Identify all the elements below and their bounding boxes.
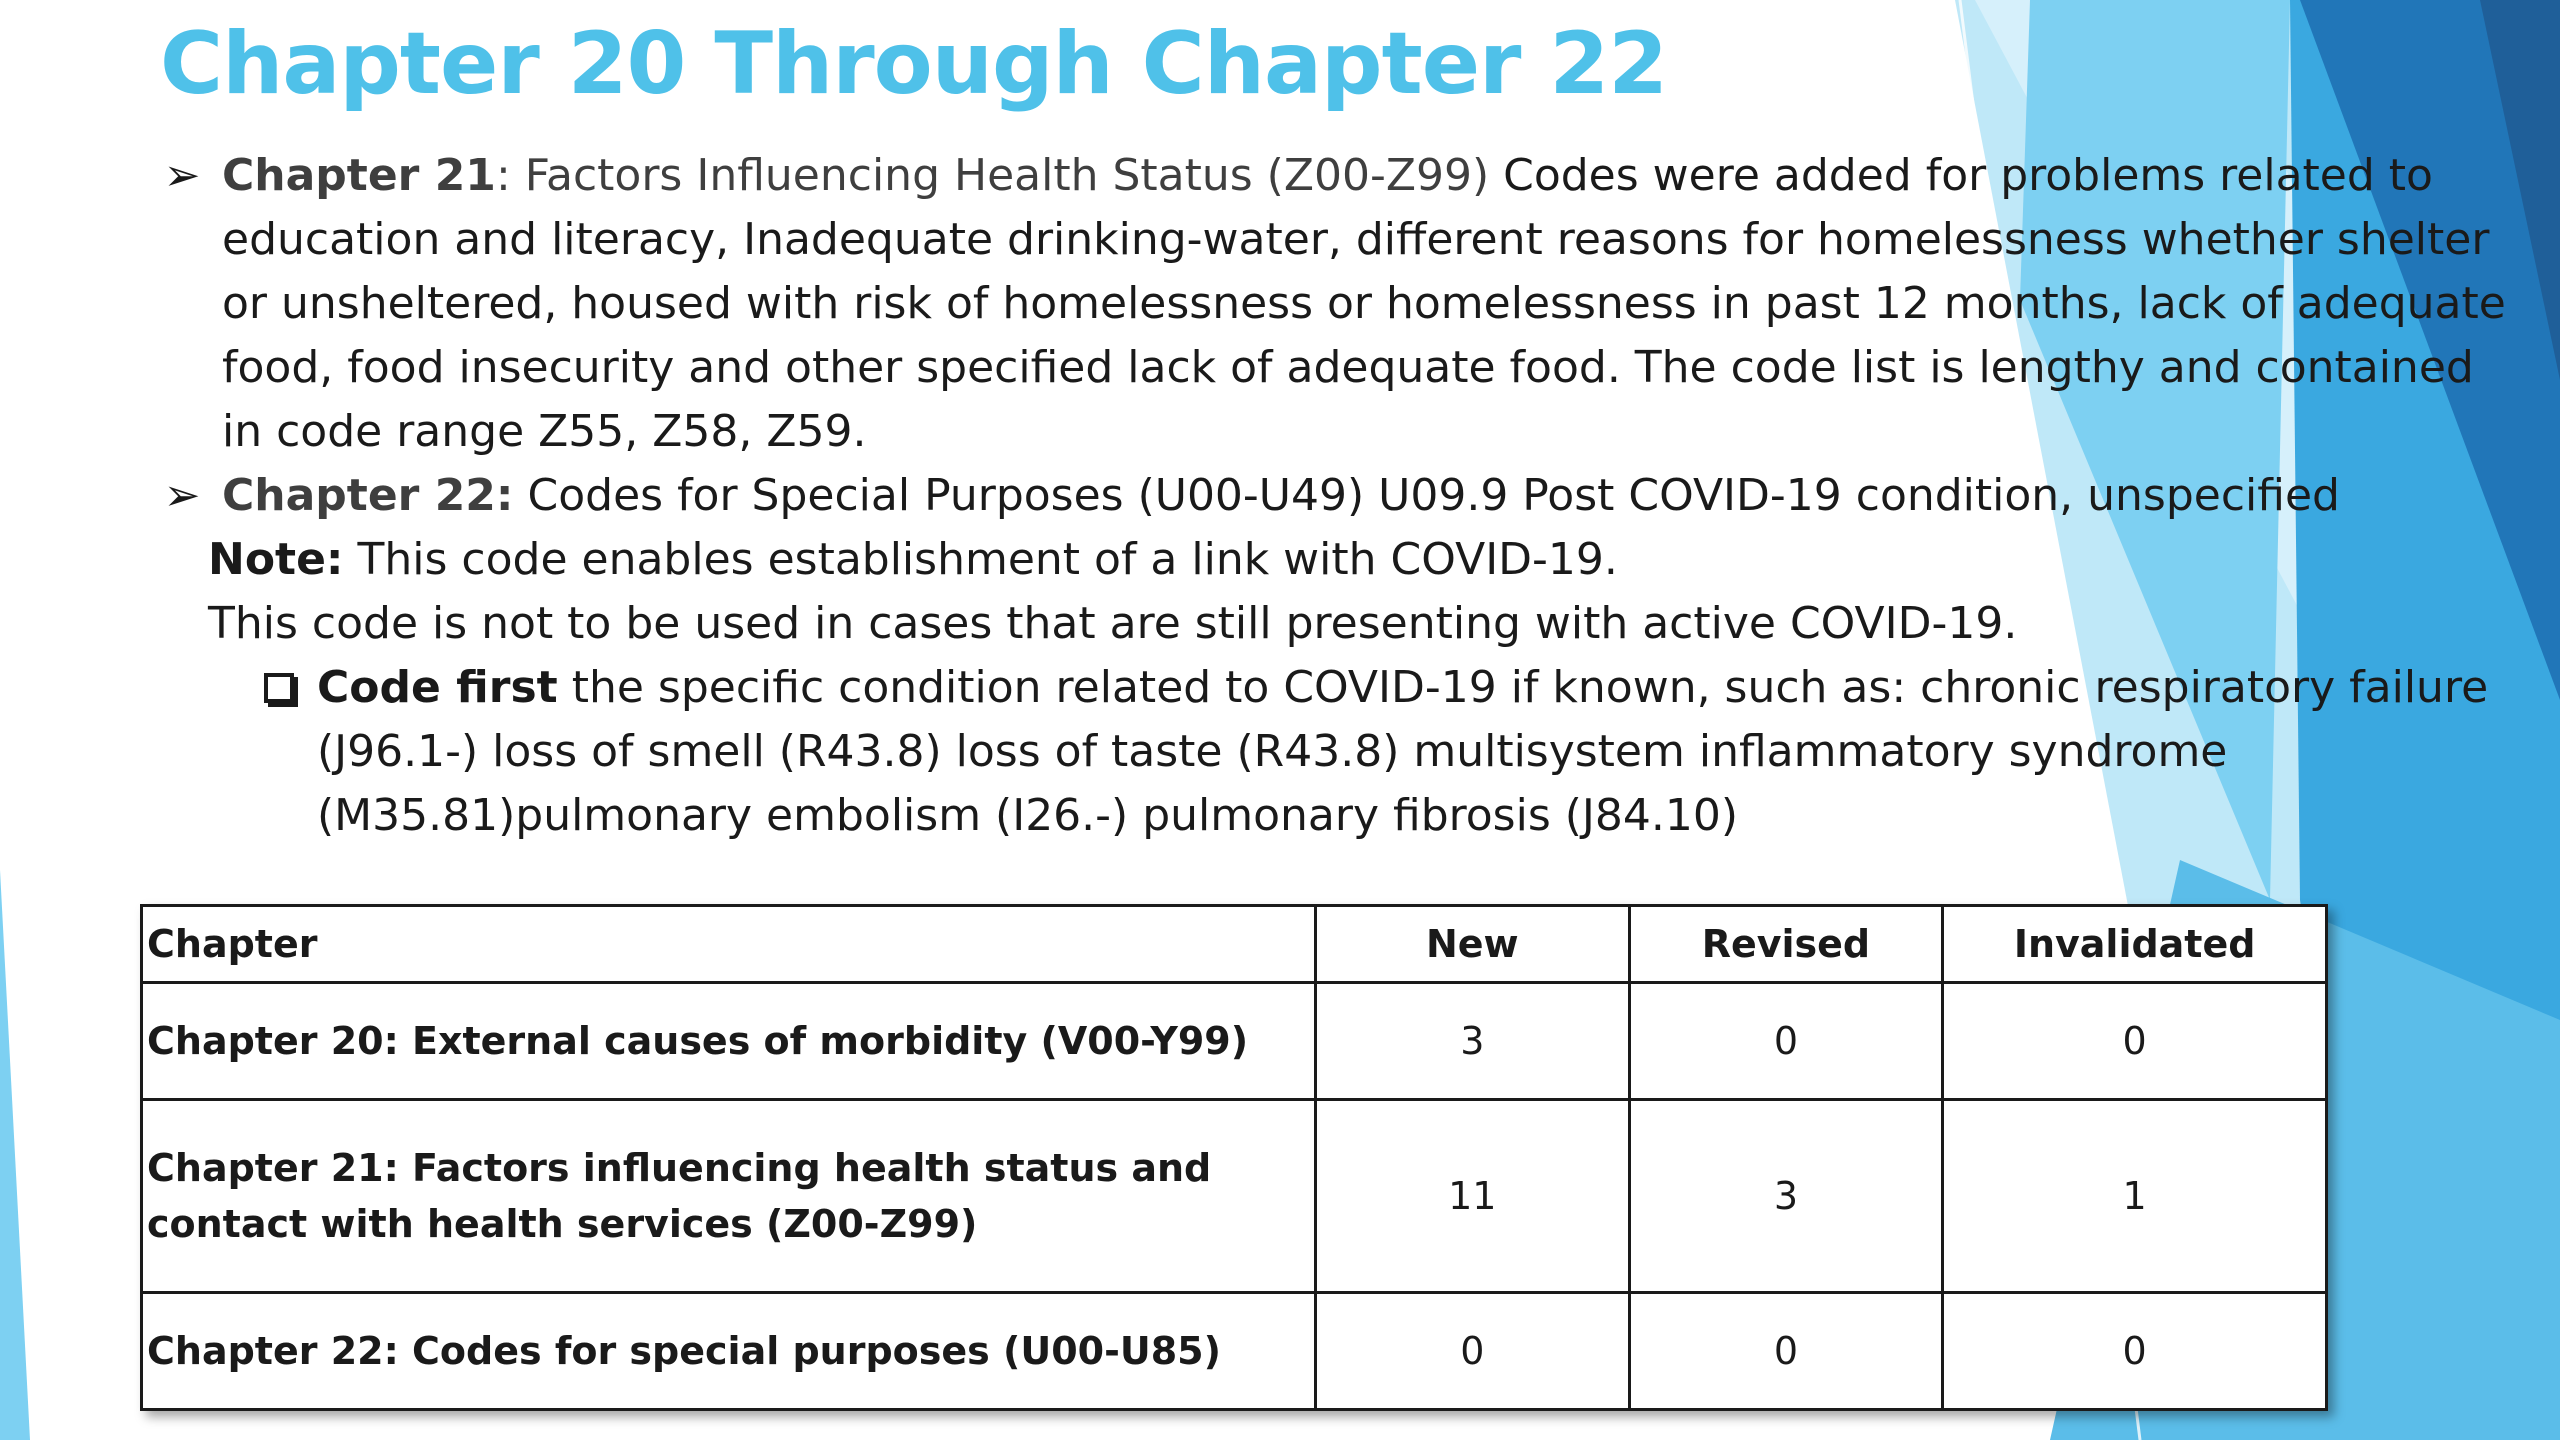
arrow-bullet-icon: ➢ [163, 470, 201, 521]
header-invalidated: Invalidated [1943, 906, 2327, 983]
note-body: This code enables establishment of a link with COVID-19. [343, 534, 1618, 585]
row-revised: 0 [1629, 983, 1943, 1100]
chapter21-topic: : Factors Influencing Health Status (Z00-Z99) [495, 150, 1490, 201]
arrow-bullet-icon: ➢ [163, 150, 201, 201]
chapter21-label: Chapter 21 [222, 150, 496, 201]
table-row [142, 1293, 2327, 1410]
row-invalidated: 0 [1943, 983, 2327, 1100]
row-invalidated: 0 [1943, 1293, 2327, 1410]
table-row [142, 983, 2327, 1100]
row-new: 0 [1316, 1293, 1630, 1410]
row-chapter: Chapter 21: Factors influencing health status and contact with health services (Z00-Z99) [142, 1100, 1316, 1293]
header-chapter: Chapter [142, 906, 1316, 983]
bullet-chapter21 [160, 144, 2520, 464]
slide-title: Chapter 20 Through Chapter 22 [160, 14, 1668, 114]
note-label: Note: [208, 534, 344, 585]
chapter21-body: Codes were added for problems related to education and literacy, Inadequate drinking-water, different reasons for homelessness whether shelter or unsheltered, housed with risk of homelessness or homelessness in past 12 months, lack of adequate food, food insecurity and other specified lack of adequate food. The code list is lengthy and contained in code range Z55, Z58, Z59. [222, 150, 2506, 457]
table-header-row [142, 906, 2327, 983]
checkbox-bullet-icon [264, 673, 294, 703]
body-text [160, 144, 2520, 848]
chapter22-label: Chapter 22: [222, 470, 514, 521]
header-new: New [1316, 906, 1630, 983]
code-first-label: Code first [317, 662, 558, 713]
row-new: 11 [1316, 1100, 1630, 1293]
row-chapter: Chapter 20: External causes of morbidity (V00-Y99) [142, 983, 1316, 1100]
header-revised: Revised [1629, 906, 1943, 983]
row-revised: 0 [1629, 1293, 1943, 1410]
row-new: 3 [1316, 983, 1630, 1100]
code-changes-table [140, 904, 2328, 1411]
not-used-line: This code is not to be used in cases that are still presenting with active COVID-19. [208, 598, 2018, 649]
chapter22-body: Codes for Special Purposes (U00-U49) U09.9 Post COVID-19 condition, unspecified [513, 470, 2340, 521]
table-row [142, 1100, 2327, 1293]
row-chapter: Chapter 22: Codes for special purposes (U00-U85) [142, 1293, 1316, 1410]
row-revised: 3 [1629, 1100, 1943, 1293]
note-line [160, 528, 2520, 592]
bullet-code-first [160, 656, 2520, 848]
code-first-body: the specific condition related to COVID-19 if known, such as: chronic respiratory failure (J96.1-) loss of smell (R43.8) loss of taste (R43.8) multisystem inflammatory syndrome (M35.81)pulmonary embolism (I26.-) pulmonary fibrosis (J84.10) [317, 662, 2489, 841]
row-invalidated: 1 [1943, 1100, 2327, 1293]
bullet-chapter22 [160, 464, 2520, 528]
